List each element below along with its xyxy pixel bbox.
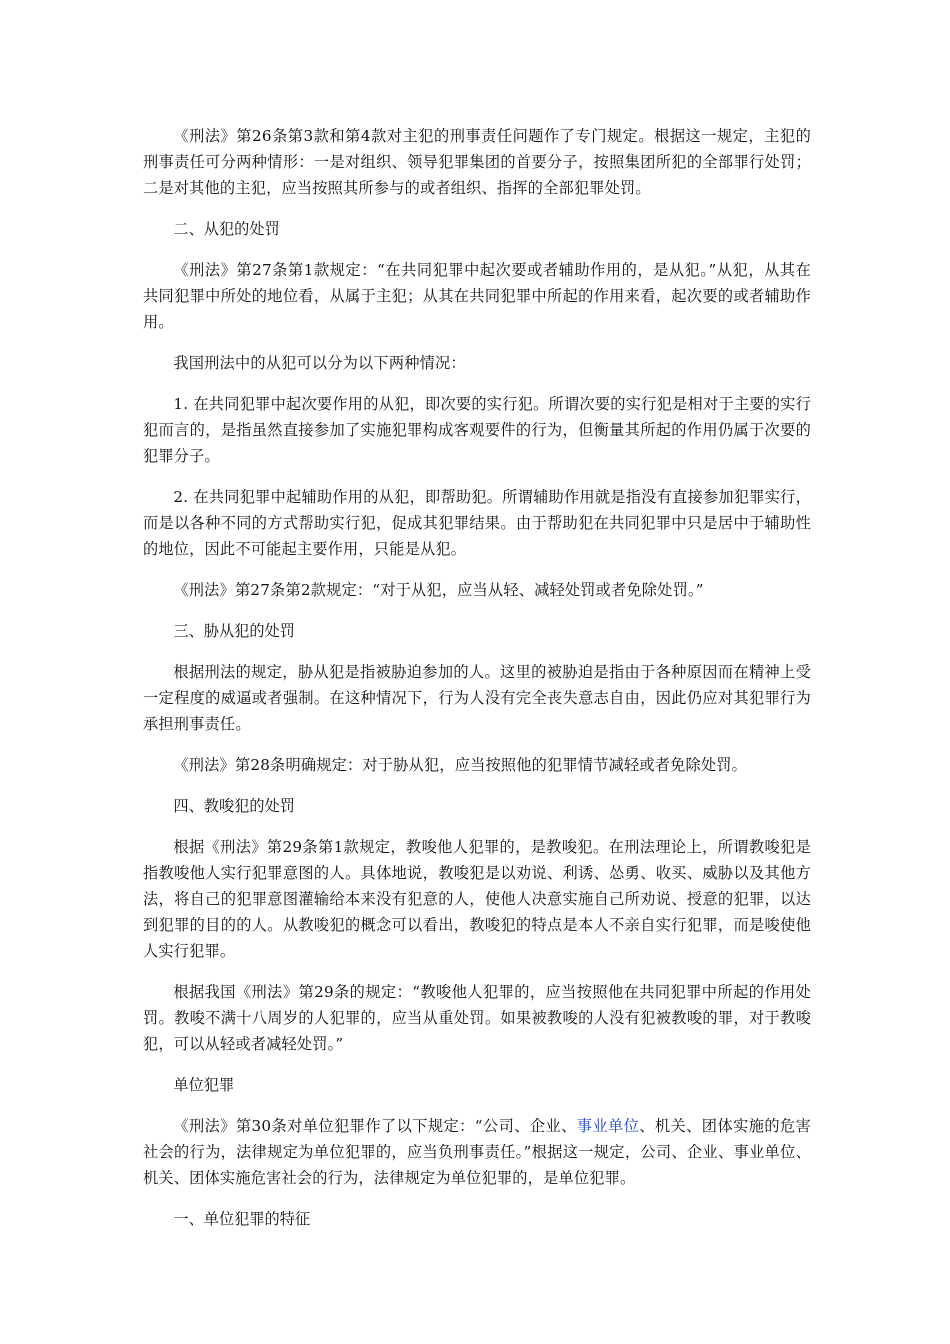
article-30-text-after: 、机关、团体实施的危害社会的行为，法律规定为单位犯罪的，应当负刑事责任。”根据这一规定，公司、企业、事业单位、机关、团体实施危害社会的行为，法律规定为单位犯罪的，是单位犯罪。 [143, 1117, 811, 1187]
section-heading-accessory: 二、从犯的处罚 [173, 220, 280, 238]
paragraph-article-27-2: 《刑法》第27条第2款规定：“对于从犯，应当从轻、减轻处罚或者免除处罚。” [173, 581, 704, 599]
paragraph-article-27-1: 《刑法》第27条第1款规定：“在共同犯罪中起次要或者辅助作用的，是从犯。”从犯，从其在共同犯罪中所处的地位看，从属于主犯；从其在共同犯罪中所起的作用来看，起次要的或者辅助作用。 [143, 261, 811, 331]
paragraph-instigator-definition: 根据《刑法》第29条第1款规定，教唆他人犯罪的，是教唆犯。在刑法理论上，所谓教唆犯是指教唆他人实行犯罪意图的人。具体地说，教唆犯是以劝说、利诱、怂勇、收买、威胁以及其他方法，将自己的犯罪意图灌输给本来没有犯意的人，使他人决意实施自己所劝说、授意的犯罪，以达到犯罪的目的的人。从教唆犯的概念可以看出，教唆犯的特点是本人不亲自实行犯罪，而是唆使他人实行犯罪。 [143, 838, 811, 960]
paragraph-article-28: 《刑法》第28条明确规定：对于胁从犯，应当按照他的犯罪情节减轻或者免除处罚。 [173, 756, 748, 774]
section-heading-instigator: 四、教唆犯的处罚 [173, 797, 295, 815]
document-body [143, 123, 811, 1247]
paragraph-article-30 [143, 1113, 811, 1191]
article-30-text-before: 《刑法》第30条对单位犯罪作了以下规定：“公司、企业、 [173, 1117, 577, 1135]
section-heading-coerced: 三、胁从犯的处罚 [173, 622, 295, 640]
paragraph-principal-offender-liability: 《刑法》第26条第3款和第4款对主犯的刑事责任问题作了专门规定。根据这一规定，主犯的刑事责任可分两种情形：一是对组织、领导犯罪集团的首要分子，按照集团所犯的全部罪行处罚；二是对其他的主犯，应当按照其所参与的或者组织、指挥的全部犯罪处罚。 [143, 127, 811, 197]
paragraph-accessory-type-2: 2. 在共同犯罪中起辅助作用的从犯，即帮助犯。所谓辅助作用就是指没有直接参加犯罪实行，而是以各种不同的方式帮助实行犯，促成其犯罪结果。由于帮助犯在共同犯罪中只是居中于辅助性的地位，因此不可能起主要作用，只能是从犯。 [143, 488, 811, 558]
link-public-institution[interactable]: 事业单位 [576, 1117, 640, 1135]
paragraph-coerced-definition: 根据刑法的规定，胁从犯是指被胁迫参加的人。这里的被胁迫是指由于各种原因而在精神上受一定程度的威逼或者强制。在这种情况下，行为人没有完全丧失意志自由，因此仍应对其犯罪行为承担刑事责任。 [143, 663, 811, 733]
section-heading-unit-crime-features: 一、单位犯罪的特征 [173, 1210, 311, 1228]
paragraph-article-29: 根据我国《刑法》第29条的规定：“教唆他人犯罪的，应当按照他在共同犯罪中所起的作用处罚。教唆不满十八周岁的人犯罪的，应当从重处罚。如果被教唆的人没有犯被教唆的罪，对于教唆犯，可以从轻或者减轻处罚。” [143, 983, 811, 1053]
paragraph-accessory-type-1: 1. 在共同犯罪中起次要作用的从犯，即次要的实行犯。所谓次要的实行犯是相对于主要的实行犯而言的，是指虽然直接参加了实施犯罪构成客观要件的行为，但衡量其所起的作用仍属于次要的犯罪分子。 [143, 395, 811, 465]
section-heading-unit-crime: 单位犯罪 [173, 1076, 235, 1094]
paragraph-accessory-types-intro: 我国刑法中的从犯可以分为以下两种情况： [173, 354, 466, 372]
